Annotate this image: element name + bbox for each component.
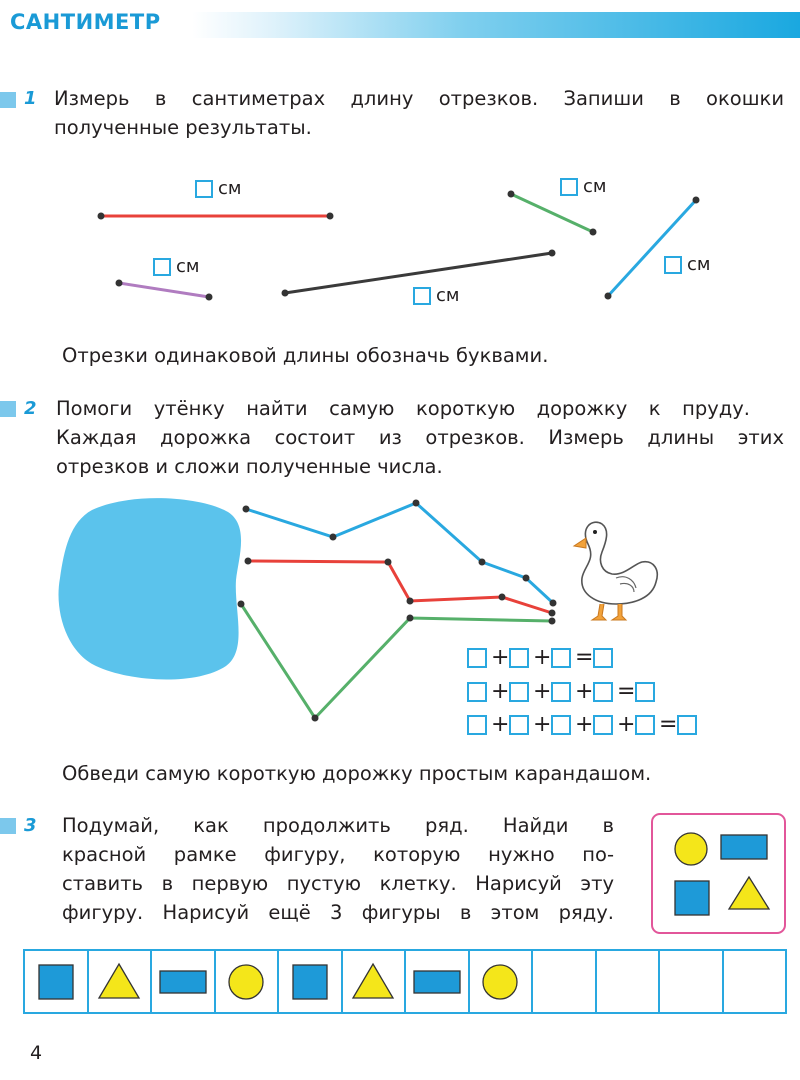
equation-row-2 bbox=[467, 679, 655, 704]
circle-icon bbox=[218, 957, 274, 1007]
answer-box[interactable] bbox=[664, 256, 682, 274]
segment-purple bbox=[119, 283, 209, 297]
task3-number: 3 bbox=[24, 815, 37, 836]
sequence-cell bbox=[89, 951, 153, 1012]
shape-palette bbox=[651, 813, 786, 934]
path-red bbox=[248, 561, 552, 613]
triangle-icon bbox=[91, 957, 147, 1007]
plus-sign: + bbox=[533, 679, 552, 704]
page-title: САНТИМЕТР bbox=[10, 10, 161, 34]
sequence-cell bbox=[216, 951, 280, 1012]
unit-label: см bbox=[218, 178, 242, 199]
rectangle-icon bbox=[155, 957, 211, 1007]
empty-sequence-cell[interactable] bbox=[724, 951, 786, 1012]
square-icon bbox=[675, 881, 709, 915]
plus-sign: + bbox=[491, 645, 510, 670]
plus-sign: + bbox=[533, 645, 552, 670]
segment-blue bbox=[608, 200, 696, 296]
length-answer-red bbox=[195, 178, 241, 199]
equals-sign: = bbox=[617, 679, 636, 704]
answer-box[interactable] bbox=[509, 715, 529, 735]
equation-row-1 bbox=[467, 645, 613, 670]
length-answer-black bbox=[413, 285, 459, 306]
task2-text-line2: Каждая дорожка состоит из отрезков. Измерь длины этих bbox=[56, 426, 784, 449]
sequence-cell bbox=[406, 951, 470, 1012]
answer-box[interactable] bbox=[509, 682, 529, 702]
task1-segments bbox=[0, 160, 800, 320]
sum-box[interactable] bbox=[635, 682, 655, 702]
equals-sign: = bbox=[659, 712, 678, 737]
task3-text-line2: красной рамке фигуру, которую нужно по- bbox=[62, 843, 614, 866]
empty-sequence-cell[interactable] bbox=[660, 951, 724, 1012]
plus-sign: + bbox=[575, 712, 594, 737]
unit-label: см bbox=[436, 285, 460, 306]
answer-box[interactable] bbox=[560, 178, 578, 196]
length-answer-blue bbox=[664, 254, 710, 275]
square-icon bbox=[28, 957, 84, 1007]
sequence-cell bbox=[279, 951, 343, 1012]
sequence-cell bbox=[470, 951, 534, 1012]
task2-text-line1: Помоги утёнку найти самую короткую дорожку к пруду. bbox=[56, 397, 750, 420]
plus-sign: + bbox=[617, 712, 636, 737]
answer-box[interactable] bbox=[509, 648, 529, 668]
answer-box[interactable] bbox=[467, 715, 487, 735]
rectangle-icon bbox=[409, 957, 465, 1007]
rectangle-icon bbox=[721, 835, 767, 859]
pond bbox=[59, 498, 242, 679]
sequence-cell bbox=[343, 951, 407, 1012]
sequence-cell bbox=[152, 951, 216, 1012]
answer-box[interactable] bbox=[593, 715, 613, 735]
answer-box[interactable] bbox=[413, 287, 431, 305]
answer-box[interactable] bbox=[195, 180, 213, 198]
plus-sign: + bbox=[491, 712, 510, 737]
task1-note: Отрезки одинаковой длины обозначь буквами. bbox=[62, 344, 549, 367]
answer-box[interactable] bbox=[153, 258, 171, 276]
task3-text-line4: фигуру. Нарисуй ещё 3 фигуры в этом ряду. bbox=[62, 901, 614, 924]
task1-number: 1 bbox=[24, 88, 37, 109]
palette-shapes bbox=[653, 815, 784, 932]
task2-number: 2 bbox=[24, 398, 37, 419]
task1-tab-marker bbox=[0, 92, 16, 108]
duckling-icon bbox=[574, 522, 657, 620]
task2-illustration bbox=[0, 490, 800, 730]
answer-box[interactable] bbox=[593, 682, 613, 702]
answer-box[interactable] bbox=[635, 715, 655, 735]
triangle-icon bbox=[729, 877, 769, 909]
task3-text-line1: Подумай, как продолжить ряд. Найди в bbox=[62, 814, 614, 837]
length-answer-purple bbox=[153, 256, 199, 277]
path-blue bbox=[246, 503, 553, 603]
task2-text-line3: отрезков и сложи полученные числа. bbox=[56, 455, 443, 478]
page-number: 4 bbox=[30, 1042, 43, 1064]
square-icon bbox=[282, 957, 338, 1007]
answer-box[interactable] bbox=[467, 682, 487, 702]
answer-box[interactable] bbox=[467, 648, 487, 668]
circle-icon bbox=[675, 833, 707, 865]
empty-sequence-cell[interactable] bbox=[533, 951, 597, 1012]
equals-sign: = bbox=[575, 645, 594, 670]
answer-box[interactable] bbox=[551, 682, 571, 702]
task3-tab-marker bbox=[0, 818, 16, 834]
length-answer-green bbox=[560, 176, 606, 197]
plus-sign: + bbox=[491, 679, 510, 704]
equation-row-3 bbox=[467, 712, 697, 737]
task3-text-line3: ставить в первую пустую клетку. Нарисуй эту bbox=[62, 872, 614, 895]
task2-note: Обведи самую короткую дорожку простым карандашом. bbox=[62, 762, 652, 785]
sum-box[interactable] bbox=[593, 648, 613, 668]
empty-sequence-cell[interactable] bbox=[597, 951, 661, 1012]
shape-sequence-row bbox=[23, 949, 787, 1014]
unit-label: см bbox=[687, 254, 711, 275]
task1-text-line1: Измерь в сантиметрах длину отрезков. Запиши в окошки bbox=[54, 87, 784, 110]
plus-sign: + bbox=[575, 679, 594, 704]
plus-sign: + bbox=[533, 712, 552, 737]
answer-box[interactable] bbox=[551, 715, 571, 735]
unit-label: см bbox=[176, 256, 200, 277]
segment-green bbox=[511, 194, 593, 232]
unit-label: см bbox=[583, 176, 607, 197]
task2-tab-marker bbox=[0, 401, 16, 417]
sum-box[interactable] bbox=[677, 715, 697, 735]
sequence-cell bbox=[25, 951, 89, 1012]
task1-text-line2: полученные результаты. bbox=[54, 116, 312, 139]
answer-box[interactable] bbox=[551, 648, 571, 668]
triangle-icon bbox=[345, 957, 401, 1007]
circle-icon bbox=[472, 957, 528, 1007]
